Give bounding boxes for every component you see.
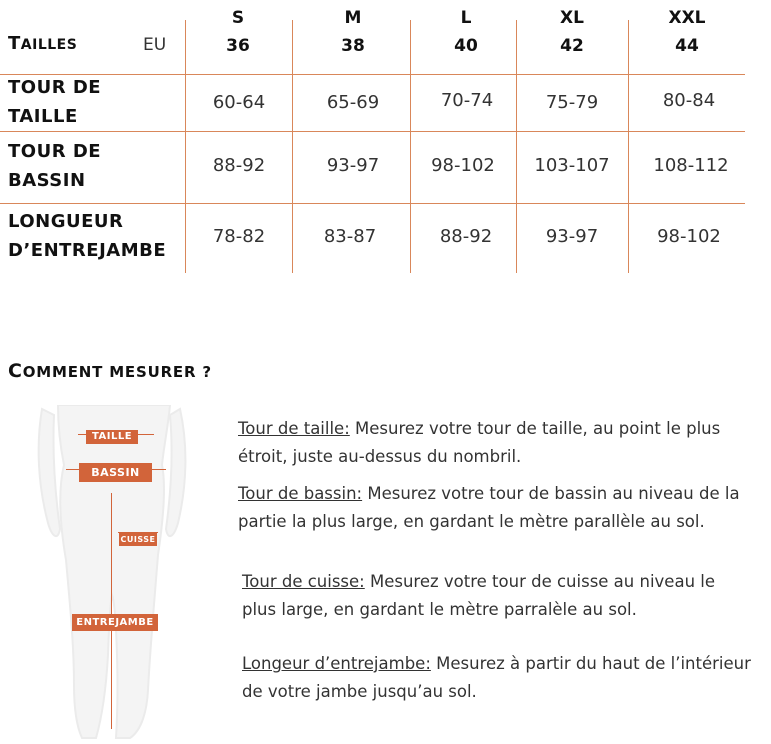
- size-header: XL 42: [560, 8, 584, 56]
- instruction-term: Tour de bassin:: [238, 484, 363, 503]
- inseam-measure-line: [111, 493, 112, 729]
- instruction-thigh: Tour de cuisse: Mesurez votre tour de cuisse au niveau le plus large, en gardant le mètre parralèle au sol.: [242, 572, 716, 619]
- table-hline: [0, 203, 745, 204]
- table-cell: 80-84: [662, 90, 716, 111]
- table-cell: 88-92: [212, 155, 266, 176]
- size-header: XXL 44: [668, 8, 706, 56]
- table-cell: 108-112: [653, 155, 729, 176]
- instruction-term: Tour de taille:: [238, 419, 350, 438]
- row-label-inseam: LONGUEUR D’ENTREJAMBE: [8, 211, 167, 261]
- table-cell: 70-74: [440, 90, 494, 111]
- size-header: S 36: [226, 8, 250, 56]
- tag-hip: BASSIN: [79, 463, 152, 482]
- tag-thigh: CUISSE: [120, 535, 156, 544]
- table-cell: 88-92: [439, 226, 493, 247]
- instruction-hip: Tour de bassin: Mesurez votre tour de bassin au niveau de la partie la plus large, en gardant le mètre parallèle au sol.: [238, 484, 740, 531]
- tag-inseam: ENTREJAMBE: [72, 614, 158, 631]
- instruction-term: Tour de cuisse:: [242, 572, 365, 591]
- row-label-hip: TOUR DE BASSIN: [8, 141, 102, 191]
- table-vline: [628, 20, 629, 273]
- body-silhouette-icon: [30, 405, 200, 744]
- table-cell: 93-97: [326, 155, 380, 176]
- tag-waist: TAILLE: [86, 430, 138, 444]
- table-cell: 75-79: [545, 92, 599, 113]
- table-hline: [0, 74, 745, 75]
- table-cell: 103-107: [534, 155, 610, 176]
- instruction-inseam: Longeur d’entrejambe: Mesurez à partir du haut de l’intérieur de votre jambe jusqu’au sol.: [242, 654, 751, 701]
- table-cell: 65-69: [326, 92, 380, 113]
- table-cell: 98-102: [657, 226, 721, 247]
- row-label-waist: TOUR DE TAILLE: [8, 77, 102, 127]
- eu-label: EU: [143, 35, 167, 55]
- table-cell: 78-82: [212, 226, 266, 247]
- table-cell: 98-102: [431, 155, 495, 176]
- how-to-measure-heading: COMMENT MESURER ?: [8, 360, 212, 382]
- sizes-header-label: TAILLES: [8, 33, 78, 54]
- table-cell: 93-97: [545, 226, 599, 247]
- body-figure: [30, 405, 200, 744]
- size-header: M 38: [341, 8, 365, 56]
- instruction-waist: Tour de taille: Mesurez votre tour de taille, au point le plus étroit, juste au-dessus du nombril.: [238, 419, 721, 466]
- instruction-term: Longeur d’entrejambe:: [242, 654, 431, 673]
- table-cell: 83-87: [323, 226, 377, 247]
- table-hline: [0, 131, 745, 132]
- size-header: L 40: [454, 8, 478, 56]
- table-cell: 60-64: [212, 92, 266, 113]
